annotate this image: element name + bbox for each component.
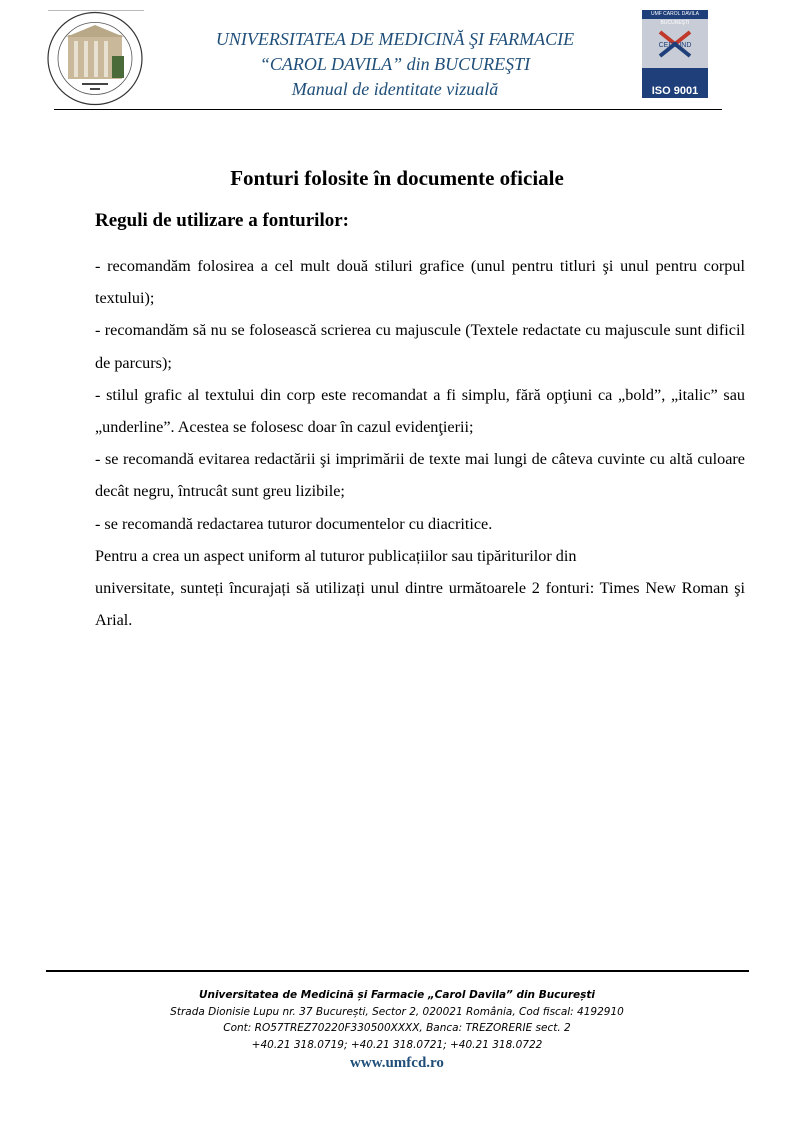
university-seal-logo <box>46 11 144 106</box>
closing-line-1: Pentru a crea un aspect uniform al tuturor publicațiilor sau tipăriturilor din <box>95 546 577 565</box>
footer-website-link[interactable]: www.umfcd.ro <box>350 1055 444 1071</box>
header-divider <box>54 109 722 110</box>
header-university-city: “CAROL DAVILA” din BUCUREŞTI <box>259 54 531 74</box>
iso-subband <box>642 68 708 84</box>
footer-bank-account: Cont: RO57TREZ70220F330500XXXX, Banca: TREZORERIE sect. 2 <box>223 1022 571 1034</box>
footer-university-name: Universitatea de Medicină și Farmacie „Carol Davila” din București <box>198 989 596 1001</box>
iso-band-text: UMF CAROL DAVILA BUCUREŞTI <box>642 10 708 19</box>
header-manual-title: Manual de identitate vizuală <box>291 79 499 99</box>
rule-item: - recomandăm folosirea a cel mult două stiluri grafice (unul pentru titluri şi unul pentru corpul textului); <box>95 257 745 308</box>
footer-divider <box>46 970 749 972</box>
page-title: Fonturi folosite în documente oficiale <box>230 166 564 190</box>
rule-item: - se recomandă evitarea redactării şi imprimării de texte mai lungi de câteva cuvinte cu altă culoare decât negru, întrucât sunt greu lizibile; <box>95 450 745 501</box>
rule-item: - se recomandă redactarea tuturor documentelor cu diacritice. <box>95 514 493 533</box>
certind-icon <box>650 24 700 64</box>
rule-item: - recomandăm să nu se folosească scrierea cu majuscule (Textele redactate cu majuscule sunt dificil de parcurs); <box>95 321 745 372</box>
header-university-name: UNIVERSITATEA DE MEDICINĂ ŞI FARMACIE <box>215 29 575 49</box>
footer-phones: +40.21 318.0719; +40.21 318.0721; +40.21 318.0722 <box>251 1039 543 1051</box>
rules-body <box>95 250 745 636</box>
cert-text: CERT IND <box>658 42 692 49</box>
footer-address: Strada Dionisie Lupu nr. 37 București, Sector 2, 020021 România, Cod fiscal: 4192910 <box>170 1006 624 1018</box>
iso-label: ISO 9001 <box>642 84 708 98</box>
rule-item: - stilul grafic al textului din corp este recomandat a fi simplu, fără opţiuni ca „bold”, „italic” sau „underline”. Acestea se folosesc doar în cazul evidenţierii; <box>95 385 745 437</box>
iso-certification-logo <box>642 10 708 98</box>
section-subtitle: Reguli de utilizare a fonturilor: <box>95 210 350 231</box>
closing-rest: universitate, sunteți încurajați să utilizați unul dintre următoarele 2 fonturi: Times New Roman şi Arial. <box>95 579 745 630</box>
